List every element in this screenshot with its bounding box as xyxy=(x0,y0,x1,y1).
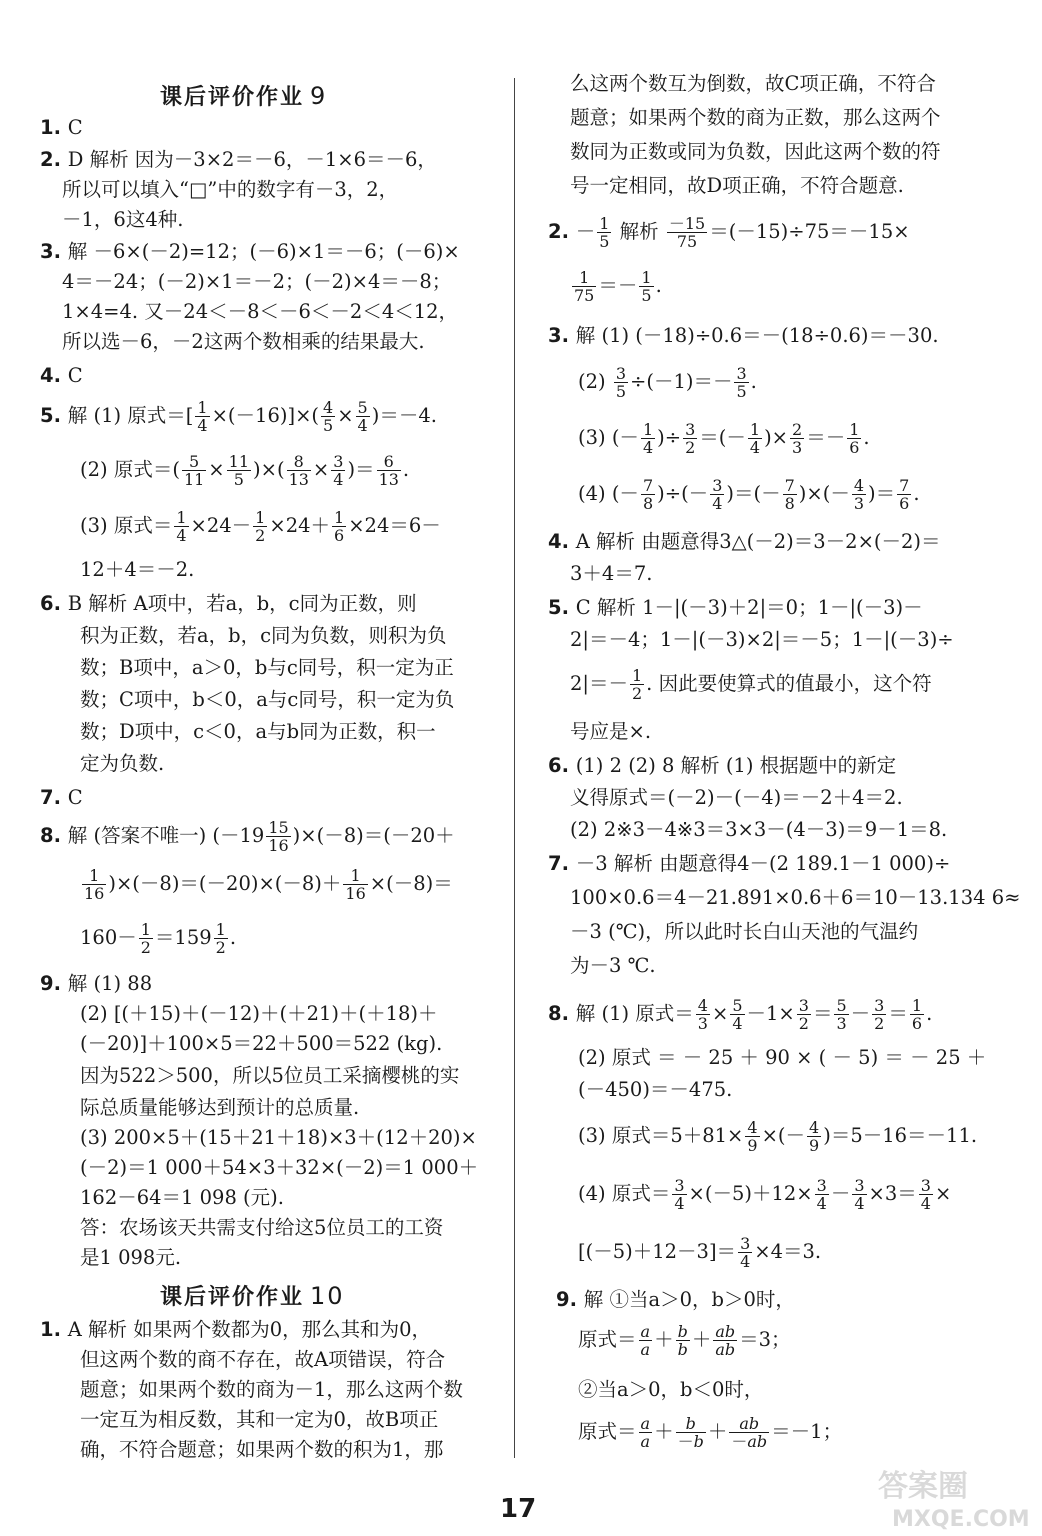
answer-8-line: $\frac{1}{16}$ )×(－8)＝(－20)×(－8)＋ $\frac{1}{16}$ ×(－8)＝ xyxy=(84,866,453,903)
answer-10-3-4: (4) (－ $\frac{7}{8}$ )÷(－ $\frac{3}{4}$ )＝(－ $\frac{7}{8}$ )×(－ $\frac{4}{3}$ )＝ $\frac{7}{6}$ . xyxy=(578,476,920,513)
answer-5-3-line: 12＋4＝－2. xyxy=(80,558,195,581)
answer-2-line: －1，6这4种. xyxy=(62,208,184,231)
answer-3: 3. 解 －6×(－2)=12；(－6)×1＝－6；(－6)× xyxy=(40,240,460,263)
answer-10-1-line: 题意；如果两个数的商为－1，那么这两个数 xyxy=(80,1378,463,1401)
answer-10-1: 1. A 解析 如果两个数都为0，那么其和为0， xyxy=(40,1318,432,1341)
answer-10-8-4: (4) 原式＝ $\frac{3}{4}$ ×(－5)＋12× $\frac{3}{4}$ － $\frac{3}{4}$ ×3＝ $\frac{3}{4}$ × xyxy=(578,1176,952,1213)
answer-10-4-line: 3＋4＝7. xyxy=(570,562,653,585)
svg-text:答案圈: 答案圈 xyxy=(878,1469,968,1504)
answer-10-8-2: (2) 原式 ＝ － 25 ＋ 90 × ( － 5) ＝ － 25 ＋ xyxy=(578,1046,987,1069)
answer-6-line: 数；B项中，a＞0，b与c同号，积一定为正 xyxy=(80,656,454,679)
answer-8: 8. 解 (答案不唯一) (－19 $\frac{15}{16}$ )×(－8)＝(－20＋ xyxy=(40,818,455,855)
answer-10-8-4-line: [(－5)＋12－3]＝ $\frac{3}{4}$ ×4＝3. xyxy=(578,1234,822,1271)
answer-2-line: 所以可以填入“□”中的数字有－3，2， xyxy=(62,178,399,201)
answer-9-line: (－2)＝1 000＋54×3＋32×(－2)＝1 000＋ xyxy=(80,1156,479,1179)
answer-10-9-line: 原式＝ $\frac{a}{a}$ ＋ $\frac{b}{b}$ ＋ $\frac{ab}{ab}$ ＝3； xyxy=(578,1322,791,1359)
answer-9-line: (2) [(＋15)＋(－12)＋(＋21)＋(＋18)＋ xyxy=(80,1002,438,1025)
answer-10-1-line: 一定互为相反数，其和一定为0，故B项正 xyxy=(80,1408,439,1431)
answer-10-1-line: 但这两个数的商不存在，故A项错误，符合 xyxy=(80,1348,446,1371)
section-title-10: 课后评价作业 10 xyxy=(160,1282,345,1310)
answer-5-2: (2) 原式＝( $\frac{5}{11}$ × $\frac{11}{5}$ )×( $\frac{8}{13}$ × $\frac{3}{4}$ )＝ $\frac{6}{13}$ . xyxy=(80,452,410,489)
answer-10-3-2: (2) $\frac{3}{5}$ ÷(－1)＝－ $\frac{3}{5}$ . xyxy=(578,364,757,401)
answer-10-4: 4. A 解析 由题意得3△(－2)＝3－2×(－2)＝ xyxy=(548,530,941,553)
answer-6-line: 积为正数，若a，b，c同为负数，则积为负 xyxy=(80,624,447,647)
answer-5-1: 5. 解 (1) 原式＝[ $\frac{1}{4}$ ×(－16)]×( $\frac{4}{5}$ × $\frac{5}{4}$ )＝－4. xyxy=(40,398,437,435)
svg-text:MXQE.COM: MXQE.COM xyxy=(892,1507,1030,1532)
answer-10-2: 2. － $\frac{1}{5}$ 解析 $\frac{-15}{75}$ ＝(－15)÷75＝－15× xyxy=(548,214,910,251)
watermark-logo xyxy=(872,1462,1032,1532)
answer-10-1-line: 确，不符合题意；如果两个数的积为1，那 xyxy=(80,1438,444,1461)
answer-10-1-cont: 题意；如果两个数的商为正数，那么这两个 xyxy=(570,106,941,129)
answer-9-line: 答：农场该天共需支付给这5位员工的工资 xyxy=(80,1216,444,1239)
answer-9-line: (3) 200×5＋(15＋21＋18)×3＋(12＋20)× xyxy=(80,1126,477,1149)
answer-10-7-line: 为－3 ℃. xyxy=(570,954,656,977)
answer-10-2-line: $\frac{1}{75}$ ＝－ $\frac{1}{5}$ . xyxy=(574,268,662,305)
answer-10-6-line: 义得原式＝(－2)－(－4)＝－2＋4＝2. xyxy=(570,786,903,809)
answer-3-line: 4＝－24；(－2)×1＝－2；(－2)×4＝－8； xyxy=(62,270,452,293)
answer-10-9: 9. 解 ①当a＞0，b＞0时， xyxy=(556,1288,795,1311)
column-divider xyxy=(514,78,515,1458)
answer-9-line: 是1 098元. xyxy=(80,1246,182,1269)
answer-10-7-line: 100×0.6＝4－21.891×0.6＋6＝10－13.134 6≈ xyxy=(570,886,1021,909)
answer-10-5-line: 2|＝－ $\frac{1}{2}$ . 因此要使算式的值最小，这个符 xyxy=(570,666,932,703)
answer-9-line: (－20)]＋100×5＝22＋500＝522 (kg). xyxy=(80,1032,443,1055)
answer-10-6: 6. (1) 2 (2) 8 解析 (1) 根据题中的新定 xyxy=(548,754,897,777)
answer-6-line: 定为负数. xyxy=(80,752,165,775)
answer-10-5-line: 号应是×. xyxy=(570,720,652,743)
answer-10-8-1: 8. 解 (1) 原式＝ $\frac{4}{3}$ × $\frac{5}{4}$ －1× $\frac{3}{2}$ ＝ $\frac{5}{3}$ － $\frac{3}{2}$ ＝ $\frac{1}{6}$ . xyxy=(548,996,933,1033)
answer-10-7-line: －3 (℃)，所以此时长白山天池的气温约 xyxy=(570,920,919,943)
answer-4: 4. C xyxy=(40,364,83,387)
answer-10-5-line: 2|＝－4；1－|(－3)×2|＝－5；1－|(－3)÷ xyxy=(570,628,954,651)
answer-10-8-2-line: (－450)＝－475. xyxy=(578,1078,733,1101)
answer-10-1-cont: 号一定相同，故D项正确，不符合题意. xyxy=(570,174,904,197)
answer-2: 2. D 解析 因为－3×2＝－6，－1×6＝－6， xyxy=(40,148,437,171)
answer-10-8-3: (3) 原式＝5＋81× $\frac{4}{9}$ ×(－ $\frac{4}{9}$ )＝5－16＝－11. xyxy=(578,1118,978,1155)
answer-9-line: 际总质量能够达到预计的总质量. xyxy=(80,1096,360,1119)
section-title-9: 课后评价作业 9 xyxy=(160,82,328,110)
answer-10-9-line: 原式＝ $\frac{a}{a}$ ＋ $\frac{b}{-b}$ ＋ $\frac{ab}{-ab}$ ＝－1； xyxy=(578,1414,843,1451)
answer-10-1-cont: 么这两个数互为倒数，故C项正确，不符合 xyxy=(570,72,936,95)
answer-1: 1. C xyxy=(40,116,83,139)
answer-6-line: 数；C项中，b＜0，a与c同号，积一定为负 xyxy=(80,688,455,711)
answer-3-line: 所以选－6，－2这两个数相乘的结果最大. xyxy=(62,330,425,353)
answer-6-line: 数；D项中，c＜0，a与b同为正数，积一 xyxy=(80,720,436,743)
answer-10-1-cont: 数同为正数或同为负数，因此这两个数的符 xyxy=(570,140,941,163)
answer-9-line: 162－64＝1 098 (元). xyxy=(80,1186,284,1209)
answer-10-7: 7. －3 解析 由题意得4－(2 189.1－1 000)÷ xyxy=(548,852,951,875)
answer-10-3: 3. 解 (1) (－18)÷0.6＝－(18÷0.6)＝－30. xyxy=(548,324,939,347)
answer-10-3-3: (3) (－ $\frac{1}{4}$ )÷ $\frac{3}{2}$ ＝(－ $\frac{1}{4}$ )× $\frac{2}{3}$ ＝－ $\frac{1}{6}$ . xyxy=(578,420,870,457)
answer-6: 6. B 解析 A项中，若a，b，c同为正数，则 xyxy=(40,592,417,615)
answer-5-3: (3) 原式＝ $\frac{1}{4}$ ×24－ $\frac{1}{2}$ ×24＋ $\frac{1}{6}$ ×24＝6－ xyxy=(80,508,441,545)
answer-10-5: 5. C 解析 1－|(－3)＋2|＝0；1－|(－3)－ xyxy=(548,596,923,619)
answer-9-line: 因为522＞500，所以5位员工采摘樱桃的实 xyxy=(80,1064,460,1087)
page-number: 17 xyxy=(500,1494,537,1524)
answer-3-line: 1×4=4. 又－24＜－8＜－6＜－2＜4＜12， xyxy=(62,300,459,323)
answer-7: 7. C xyxy=(40,786,83,809)
answer-8-line: 160－ $\frac{1}{2}$ ＝159 $\frac{1}{2}$ . xyxy=(80,920,237,957)
answer-10-6-line: (2) 2※3－4※3＝3×3－(4－3)＝9－1＝8. xyxy=(570,818,948,841)
answer-9: 9. 解 (1) 88 xyxy=(40,972,153,995)
answer-10-9-line: ②当a＞0，b＜0时， xyxy=(578,1378,764,1401)
